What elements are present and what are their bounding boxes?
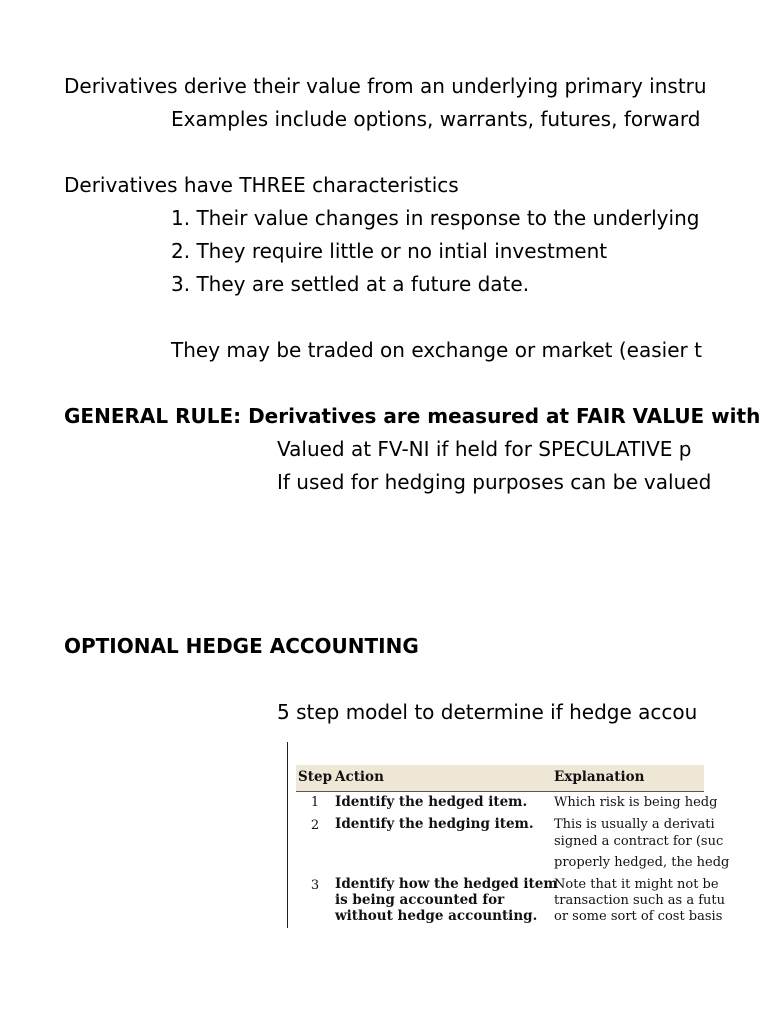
- row-2-explanation-1: This is usually a derivati: [554, 817, 715, 832]
- five-step-model-text: 5 step model to determine if hedge accou: [277, 700, 698, 724]
- characteristic-item-1: 1. Their value changes in response to the underlying: [171, 206, 700, 230]
- row-1-action: Identify the hedged item.: [335, 794, 528, 810]
- characteristic-item-3: 3. They are settled at a future date.: [171, 272, 530, 296]
- general-rule-title: GENERAL RULE: Derivatives are measured at FAIR VALUE with: [64, 404, 761, 428]
- row-1-explanation: Which risk is being hedg: [554, 795, 718, 810]
- header-action: Action: [335, 769, 384, 785]
- row-3-explanation-2: transaction such as a futu: [554, 893, 726, 908]
- general-rule-line-2: If used for hedging purposes can be valued: [277, 470, 712, 494]
- row-2-explanation-2: signed a contract for (suc: [554, 834, 724, 849]
- hedge-accounting-title: OPTIONAL HEDGE ACCOUNTING: [64, 634, 419, 658]
- row-3-explanation-3: or some sort of cost basis: [554, 909, 723, 924]
- table-left-border: [287, 742, 288, 928]
- row-3-action-3: without hedge accounting.: [335, 908, 538, 924]
- row-2-explanation-3: properly hedged, the hedg: [554, 855, 730, 870]
- intro-line-2: Examples include options, warrants, futures, forward: [171, 107, 701, 131]
- traded-note: They may be traded on exchange or market (easier t: [171, 338, 702, 362]
- row-3-explanation-1: Note that it might not be: [554, 877, 719, 892]
- characteristic-item-2: 2. They require little or no intial investment: [171, 239, 608, 263]
- row-2-step: 2: [310, 818, 320, 833]
- row-3-action-1: Identify how the hedged item: [335, 876, 558, 892]
- row-3-action-2: is being accounted for: [335, 892, 505, 908]
- header-step: Step: [298, 769, 333, 785]
- row-3-step: 3: [310, 878, 320, 893]
- header-explanation: Explanation: [554, 769, 645, 785]
- row-2-action: Identify the hedging item.: [335, 816, 534, 832]
- general-rule-line-1: Valued at FV-NI if held for SPECULATIVE p: [277, 437, 692, 461]
- characteristics-heading: Derivatives have THREE characteristics: [64, 173, 459, 197]
- row-1-step: 1: [310, 795, 320, 810]
- intro-line-1: Derivatives derive their value from an underlying primary instru: [64, 74, 707, 98]
- hedge-steps-table: [287, 742, 730, 930]
